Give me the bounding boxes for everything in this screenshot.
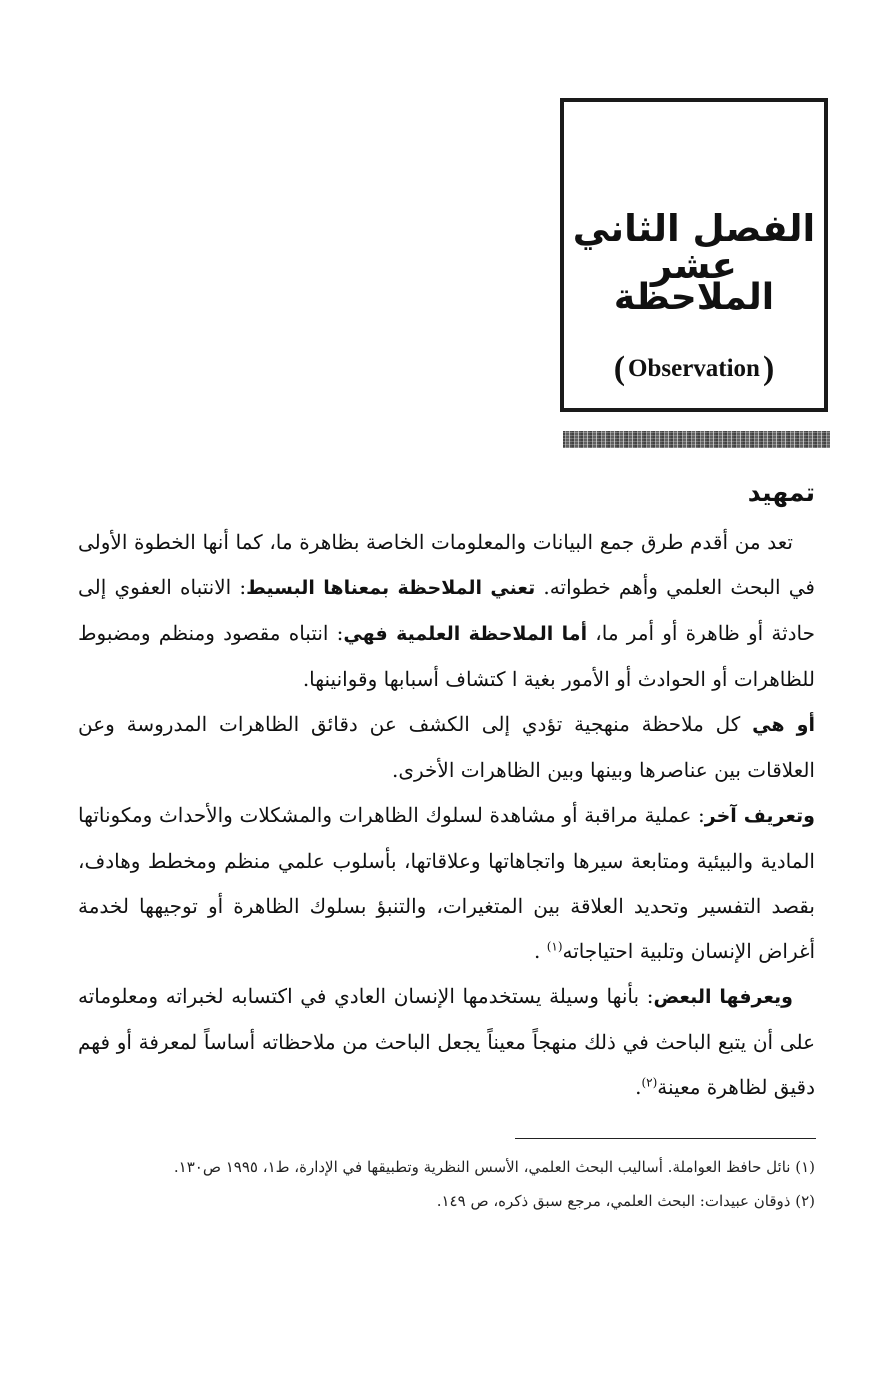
section-heading: تمهيد: [747, 478, 815, 507]
paragraph-1: [78, 520, 815, 702]
p3-end: .: [533, 939, 547, 963]
english-title-text: Observation: [628, 355, 760, 382]
decorative-shaded-bar: [563, 431, 830, 448]
open-paren: (: [613, 350, 626, 387]
chapter-subtitle: الملاحظة: [613, 277, 775, 318]
body-text: [78, 520, 815, 1110]
chapter-english-title: [564, 352, 824, 386]
p2-bold: أو هي: [752, 714, 815, 736]
footnote-ref-2: (٢): [641, 1075, 658, 1090]
footnote-divider: [515, 1138, 816, 1139]
paragraph-3: [78, 793, 815, 974]
chapter-title: الفصل الثاني عشر: [572, 207, 816, 287]
footnote-ref-1: (١): [546, 939, 563, 954]
p4-bold: ويعرفها البعض: [653, 986, 793, 1008]
footnotes: [55, 1150, 815, 1218]
close-paren: ): [762, 350, 775, 387]
footnote-2: (٢) ذوقان عبيدات: البحث العلمي، مرجع سبق ذكره، ص ١٤٩.: [436, 1192, 815, 1210]
p1-bold-2: أما الملاحظة العلمية فهي: [343, 623, 588, 645]
paragraph-2: [78, 702, 815, 793]
footnote-1: (١) نائل حافظ العواملة. أساليب البحث العلمي، الأسس النظرية وتطبيقها في الإدارة، ط١، ١٩٩٥ ص١٣٠.: [173, 1158, 815, 1176]
p1-text-3: : انتباه مقصود ومنظم ومضبوط للظاهرات أو الحوادث أو الأمور بغية ا كتشاف أسبابها وقوانينها.: [78, 621, 815, 691]
p1-text-2: : الانتباه العفوي إلى حادثة أو ظاهرة أو أمر ما،: [78, 575, 816, 645]
p2-text: كل ملاحظة منهجية تؤدي إلى الكشف عن دقائق الظاهرات المدروسة وعن العلاقات بين عناصرها وبينها وبين الظاهرات الأخرى.: [78, 712, 815, 782]
p1-bold-1: تعني الملاحظة بمعناها البسيط: [246, 577, 536, 599]
chapter-title-box: [560, 98, 828, 412]
p3-bold: وتعريف آخر: [704, 805, 815, 827]
paragraph-4: [78, 974, 815, 1110]
p3-text: : عملية مراقبة أو مشاهدة لسلوك الظاهرات والمشكلات والأحداث ومكوناتها المادية والبيئية ومتابعة سيرها واتجاهاتها وعلاقاتها، بأسلوب علمي منظم ومخطط وهادف، بقصد التفسير وتحديد العلاقة بين المتغيرات، والتنبؤ بسلوك الظاهرة أو توجيهها لخدمة أغراض الإنسان وتلبية احتياجاته: [78, 803, 815, 963]
p4-text: : بأنها وسيلة يستخدمها الإنسان العادي في اكتسابه لخبراته ومعلوماته على أن يتبع الباحث في ذلك منهجاً معيناً يجعل الباحث من ملاحظاته أساساً لمعرفة أو فهم دقيق لظاهرة معينة: [78, 984, 815, 1099]
p1-text-1: تعد من أقدم طرق جمع البيانات والمعلومات الخاصة بظاهرة ما، كما أنها الخطوة الأولى في البحث العلمي وأهم خطواته.: [78, 530, 815, 599]
p4-end: .: [635, 1075, 642, 1099]
